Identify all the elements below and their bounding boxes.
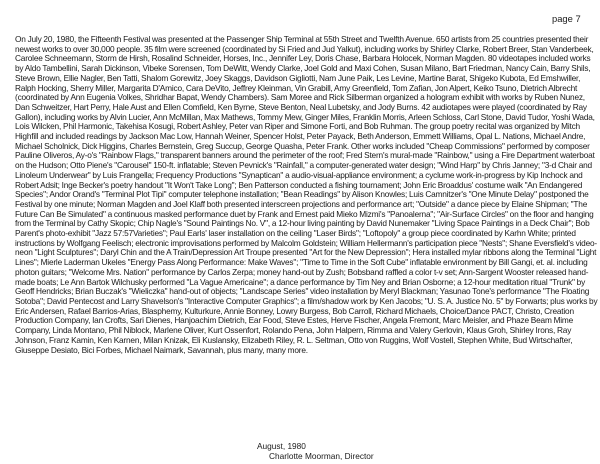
signature-date: August, 1980 (257, 441, 306, 451)
signature-block (257, 442, 374, 461)
page-number: page 7 (552, 13, 581, 24)
signature-name: Charlotte Moorman, Director (269, 450, 374, 461)
festival-report-paragraph: On July 20, 1980, the Fifteenth Festival was presented at the Passenger Ship Terminal at 55th Street and Twelfth Avenue. 650 artists from 25 countries presented their newest works to over 30,000 people. 35 film were screened (coordinated by Si Fried and Jud Yalkut), including works by Shirley Clarke, Robert Breer, Stan Vanderbeek, Carolee Schneemann, Storm de Hirsh, Rosalind Schneider, Horses, Inc., Jennifer Ley, Doris Chase, Barbara Holocek, Norman Magden. 80 videotapes included works by Aldo Tambellini, Sarah Dickinson, Vibeke Sorensen, Tom DeWitt, Wendy Clarke, Joel Gold and Maxi Cohen, Susan Milano, Bart Friedman, Nancy Cain, Barry Shils, Steve Brown, Ellie Nagler, Ben Tatti, Shalom Gorewitz, Joey Skaggs, Davidson Gigliotti, Nam June Paik, Les Levine, Martine Barat, Shigeko Kubota, Ed Emshwiller, Ralph Hocking, Sherry Miller, Margarita D'Amico, Cara DeVito, Jeffrey Kleinman, Vin Grabill, Amy Greenfield, Tom Zafian, Jon Alpert, Keiko Tsuno, Dietrich Albrecht (coordinated by Ann Eugenia Volkes, Shridhar Bapat, Wendy Chambers). Sam Moree and Rick Silberman organized a hologram exhibit with works by Ruben Nunez, Dan Schweitzer, Hart Perry, Hale Aust and Ellen Comfield, Ken Byrne, Steve Benton, Neal Lubetsky, and Jody Burns. 42 audiotapes were played (coordinated by Ray Gallon), including works by Alvin Lucier, Ann McMillan, Max Mathews, Tommy Mew, Ginger Miles, Franklin Morris, Arleen Schloss, Carl Stone, David Tudor, Yoshi Wada, Lois Wilcken, Phil Harmonic, Takehisa Kosugi, Robert Ashley, Peter van Riper and Simone Forti, and Bob Ruhman. The group poetry recital was organized by Mitch Highfill and included readings by Jackson Mac Low, Hannah Weiner, Spencer Holst, Peter Payack, Beth Anderson, Emmett Williams, Opal L. Nations, Michael Andre, Michael Scholnick, Dick Higgins, Charles Bernstein, Greg Succup, George Quasha, Peter Frank. Other works included "Cheap Commissions" performed by composer Pauline Oliveros, Ay-o's "Rainbow Flags," transparent banners around the perimeter of the roof; Fred Stern's mural-made "Rainbow," using a Fire Department waterboat on the Hudson; Otto Piene's "Carousel" 150-ft. inflatable; Steven Pevnick's "Rainfall," a computer-generated water design; "Wind Harp" by Chris Janney; "3-d Chair and Linoleum Underwear" by Luis Frangella; Frequency Productions "Synaptican" a audio-visual-appliance environment; a cyclume work-in-progress by Kip Inchock and Robert Adsit; Inge Becker's poetry handout "It Won't Take Long"; Ben Patterson conducted a fishing tournament; John Eric Broaddus' costume walk "An Endangered Species"; Andor Orand's "Terminal Plot Tipi" computer telephone installation; "Bean Readings" by Alison Knowles; Luis Camnitzer's "One Minute Delay" postponed the Festival by one minute; Norman Magden and Joel Klaff both presented interscreen projections and performance art; "Outside" a dance piece by Elaine Shipman; "The Future Can Be Simulated" a continuous masked performance duet by Frank and Ernest paid Mieko Mizmi's "Panoalerna"; "Air-Surface Circles" on the floor and hanging from the Terminal by Cathy Skopic; Chip Nagle's "Sound Paintings No. V", a 12-hour living painting by David Nunemaker "Living Space Paintings in a Deck Chair"; Bob Parent's photo-exhibit "Jazz 57:57Varieties"; Paul Earls' laser installation on the ceiling "Laser Birds"; "Loftopoly" a group piece coordinated by Karhn White; printed instructions by Wolfgang Feelisch; electronic improvisations performed by Malcolm Goldstein; William Hellermann's participation piece "Nests"; Shane Eversfield's video-neon "Light Sculptures"; Daryl Chin and the A Train/Depression Art Troupe presented "Art for the New Depression"; Hera installed mylar ribbons along the Terminal "Light Lines"; Mierle Laderman Ukeles "Energy Pass Along Performance: Make Waves"; "Time to Time in the Soft Cube" inflatable environment by Bill Gangi, et. al. including photon guitars; "Welcome Mrs. Nation" performance by Carlos Zerpa; money hand-out by Zush; Bobsband raffled a color t-v set; Ann-Sargent Wooster released hand-made boats; Le Ann Bartok Wilchusky performed "La Vague Americaine"; a dance performance by Tim Ney and Brian Osborne; a 12-hour meditation ritual "Trunk" by Geoff Hendricks; Brian Buczak's "Wieliczka" hand-out of objects; "Landscape Series" video installation by Meryl Blackman; Yasunao Tone's performance "The Floating Sotoba"; David Pentecost and Larry Shavelson's "Interactive Computer Graphics"; a film/shadow work by Ken Jacobs; "U. S. A. Justice No. 5" by Forwarts; plus works by Eric Andersen, Rafael Barrios-Arias, Blasphemy, Kulturkure, Annie Bonney, Lowry Burgess, Bob Carroll, Richard Michaels, Choice/Dance PACT, Christo, Creation Production Company, Ian Crofts, Sari Dienes, Hanjoachim Dietrich, Ear Food, Steve Estes, Herve Fischer, Angela Fremont, Marc Meisler, and Phaze Beam Mime Company, Linda Montano, Phil Niblock, Marlene Oliver, Kurt Ossenfort, Rolando Pena, John Halpern, Rimma and Valery Gerlovin, Klaus Groh, Shirley Irons, Ray Johnson, Franz Kamin, Ken Karnen, Milan Knizak, Eli Kuslansky, Elizabeth Riley, R. L. Seltman, Otto von Ruggins, Wolf Vostell, Stephen White, Bud Wirtschafter, Giuseppe Desiato, Bici Forbes, Michael Naimark, Savannah, plus many, many more. (15, 34, 598, 355)
